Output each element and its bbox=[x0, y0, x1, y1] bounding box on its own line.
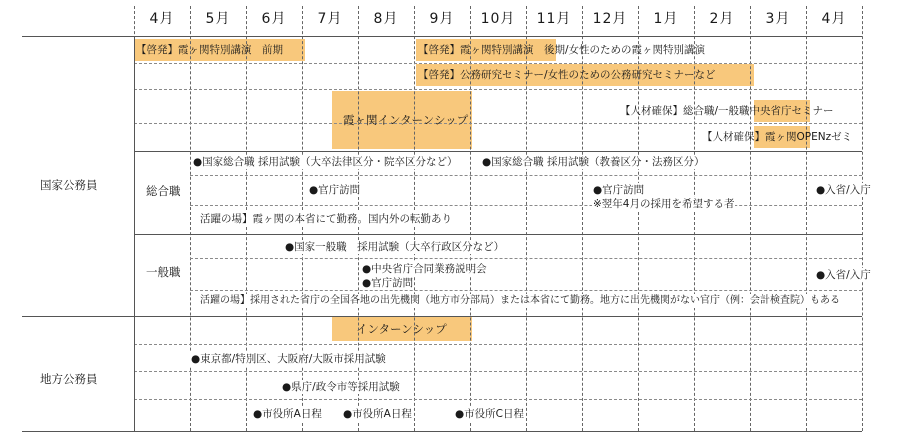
month-header-may: 5月 bbox=[205, 11, 231, 27]
event-sogo-visit-summer: ●官庁訪問 bbox=[309, 184, 361, 196]
grid-row-line bbox=[134, 89, 862, 90]
grid-col-line bbox=[750, 6, 751, 431]
event-local-a-nittei-2: ●市役所A日程 bbox=[343, 408, 412, 420]
section-label-national: 国家公務員 bbox=[40, 178, 98, 192]
event-sogo-nyusho: ●入省/入庁 bbox=[816, 184, 871, 196]
header-divider bbox=[22, 36, 862, 37]
section-label-local: 地方公務員 bbox=[40, 372, 98, 386]
month-header-dec: 12月 bbox=[592, 11, 628, 27]
month-header-mar: 3月 bbox=[765, 11, 791, 27]
grid-row-line bbox=[134, 371, 862, 372]
grid-row-line bbox=[190, 290, 862, 291]
grid-row-line bbox=[134, 123, 862, 124]
month-header-nov: 11月 bbox=[536, 11, 572, 27]
event-local-internship: インターンシップ bbox=[356, 322, 447, 336]
grid-row-line bbox=[190, 175, 862, 176]
event-jinzai-openz: 【人材確保】霞ヶ関OPENzゼミ bbox=[702, 131, 853, 143]
event-sogo-visit-winter: ●官庁訪問 bbox=[593, 184, 645, 196]
month-header-aug: 8月 bbox=[373, 11, 399, 27]
month-header-jul: 7月 bbox=[317, 11, 343, 27]
month-header-feb: 2月 bbox=[709, 11, 735, 27]
event-ippan-nyusho: ●入省/入庁 bbox=[816, 269, 871, 281]
event-local-c-nittei: ●市役所C日程 bbox=[455, 408, 524, 420]
event-sogo-exam-kyoyo: ●国家総合職 採用試験（教養区分・法務区分） bbox=[482, 156, 705, 168]
section-divider bbox=[22, 316, 862, 317]
ippan-katsuyaku-note: 活躍の場】採用された省庁の全国各地の出先機関（地方市分部局）または本省にて勤務。地方に出先機関がない官庁（例：会計検査院）もある bbox=[200, 295, 840, 306]
event-local-kencho: ●県庁/政令市等採用試験 bbox=[282, 381, 400, 393]
month-header-oct: 10月 bbox=[480, 11, 516, 27]
event-local-a-nittei-1: ●市役所A日程 bbox=[253, 408, 322, 420]
event-local-tokyo-osaka: ●東京都/特別区、大阪府/大阪市採用試験 bbox=[191, 353, 386, 365]
subsection-label-ippan: 一般職 bbox=[146, 265, 181, 279]
table-bottom-border bbox=[22, 431, 862, 432]
grid-row-line bbox=[134, 344, 862, 345]
grid-col-line bbox=[862, 6, 863, 431]
month-header-apr: 4月 bbox=[149, 11, 175, 27]
event-keihatsu-zenki: 【啓発】霞ヶ関特別講演 前期 bbox=[136, 44, 283, 56]
event-sogo-visit-note: ※翌年4月の採用を希望する者 bbox=[593, 198, 735, 210]
grid-col-line bbox=[806, 6, 807, 431]
event-ippan-exam: ●国家一般職 採用試験（大卒行政区分など） bbox=[285, 241, 505, 253]
grid-row-line bbox=[134, 399, 862, 400]
month-header-sep: 9月 bbox=[429, 11, 455, 27]
event-keihatsu-koki: 【啓発】霞ヶ関特別講演 後期/女性のための霞ヶ関特別講演 bbox=[418, 44, 706, 56]
grid-row-line bbox=[134, 63, 862, 64]
section-divider bbox=[134, 234, 862, 235]
month-header-jun: 6月 bbox=[261, 11, 287, 27]
month-header-apr-next: 4月 bbox=[821, 11, 847, 27]
grid-row-line bbox=[190, 258, 862, 259]
label-column-border bbox=[134, 36, 135, 431]
event-sogo-exam-law: ●国家総合職 採用試験（大卒法律区分・院卒区分など） bbox=[193, 156, 458, 168]
event-keihatsu-seminar: 【啓発】公務研究セミナー/女性のための公務研究セミナーなど bbox=[418, 69, 716, 81]
subsection-label-sogo: 総合職 bbox=[146, 184, 181, 198]
month-header-jan: 1月 bbox=[653, 11, 679, 27]
grid-col-line bbox=[190, 6, 191, 431]
event-jinzai-seminar: 【人材確保】総合職/一般職中央省庁セミナー bbox=[620, 105, 834, 117]
sogo-katsuyaku-note: 活躍の場】霞ヶ関の本省にて勤務。国内外の転勤あり bbox=[200, 213, 452, 225]
event-kasumigaseki-internship: 霞ヶ関インターンシップ bbox=[343, 113, 469, 127]
section-divider bbox=[134, 151, 862, 152]
grid-row-line bbox=[190, 205, 862, 206]
event-ippan-visit: ●官庁訪問 bbox=[362, 277, 414, 289]
event-ippan-setsumeikai: ●中央省庁合同業務説明会 bbox=[362, 263, 487, 275]
